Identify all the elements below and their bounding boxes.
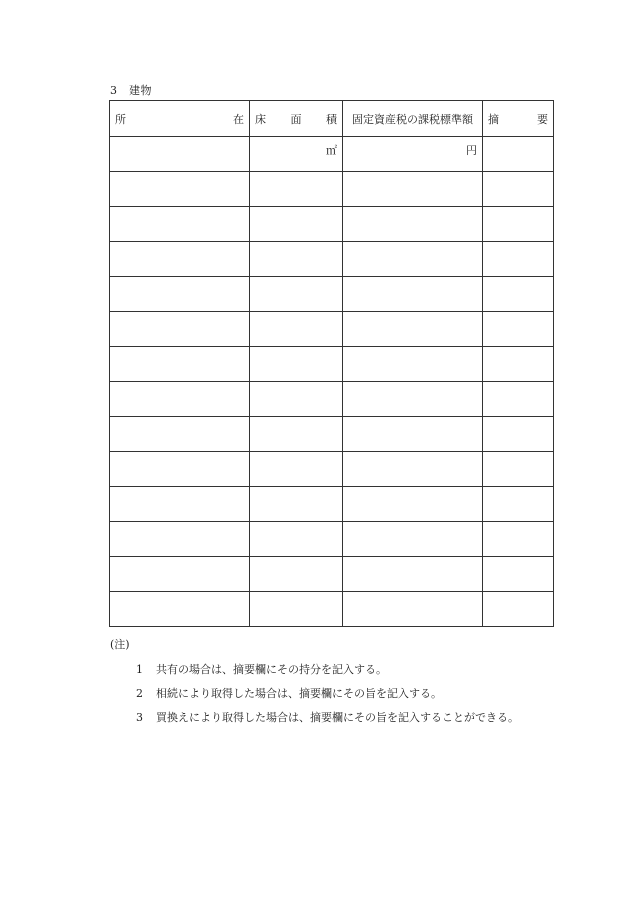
- cell-tax-value[interactable]: [343, 172, 483, 207]
- cell-location[interactable]: [110, 592, 250, 627]
- cell-floor-area[interactable]: [250, 417, 343, 452]
- table-row: [110, 137, 554, 172]
- table-row: [110, 277, 554, 312]
- cell-floor-area[interactable]: [250, 137, 343, 172]
- cell-location[interactable]: [110, 277, 250, 312]
- cell-floor-area[interactable]: [250, 277, 343, 312]
- table-row: [110, 312, 554, 347]
- table-row: [110, 487, 554, 522]
- cell-location[interactable]: [110, 242, 250, 277]
- table-row: [110, 452, 554, 487]
- table-row: [110, 382, 554, 417]
- table-row: [110, 207, 554, 242]
- cell-remarks[interactable]: [483, 207, 554, 242]
- table-row: [110, 592, 554, 627]
- cell-remarks[interactable]: [483, 522, 554, 557]
- cell-remarks[interactable]: [483, 347, 554, 382]
- header-location-char-2: 在: [233, 112, 244, 126]
- cell-remarks[interactable]: [483, 557, 554, 592]
- table-row: [110, 522, 554, 557]
- floor-area-unit: ㎡: [326, 144, 337, 157]
- cell-floor-area[interactable]: [250, 347, 343, 382]
- header-floor-area-char-1: 床: [255, 112, 266, 126]
- cell-floor-area[interactable]: [250, 242, 343, 277]
- cell-tax-value[interactable]: [343, 242, 483, 277]
- cell-tax-value[interactable]: [343, 557, 483, 592]
- header-tax-value: [343, 101, 483, 137]
- cell-floor-area[interactable]: [250, 452, 343, 487]
- tax-value-unit: 円: [466, 144, 477, 157]
- table-row: [110, 242, 554, 277]
- cell-location[interactable]: [110, 207, 250, 242]
- cell-tax-value[interactable]: [343, 487, 483, 522]
- cell-floor-area[interactable]: [250, 557, 343, 592]
- cell-location[interactable]: [110, 137, 250, 172]
- building-table: [109, 100, 554, 627]
- cell-location[interactable]: [110, 452, 250, 487]
- table-row: [110, 347, 554, 382]
- cell-location[interactable]: [110, 487, 250, 522]
- cell-tax-value[interactable]: [343, 592, 483, 627]
- cell-tax-value[interactable]: [343, 347, 483, 382]
- note-text: 相続により取得した場合は、摘要欄にその旨を記入する。: [156, 687, 442, 700]
- cell-location[interactable]: [110, 417, 250, 452]
- table-body: [110, 137, 554, 627]
- cell-floor-area[interactable]: [250, 207, 343, 242]
- cell-remarks[interactable]: [483, 417, 554, 452]
- cell-location[interactable]: [110, 382, 250, 417]
- cell-remarks[interactable]: [483, 452, 554, 487]
- cell-tax-value[interactable]: [343, 522, 483, 557]
- cell-location[interactable]: [110, 347, 250, 382]
- cell-tax-value[interactable]: [343, 137, 483, 172]
- section-heading: 3 建物: [110, 84, 152, 97]
- cell-location[interactable]: [110, 557, 250, 592]
- note-item: [136, 711, 519, 725]
- note-text: 共有の場合は、摘要欄にその持分を記入する。: [156, 663, 387, 676]
- cell-remarks[interactable]: [483, 242, 554, 277]
- cell-tax-value[interactable]: [343, 312, 483, 347]
- cell-remarks[interactable]: [483, 487, 554, 522]
- note-number: 3: [136, 711, 143, 724]
- table-row: [110, 417, 554, 452]
- header-floor-area-char-2: 面: [290, 112, 302, 126]
- header-location: [110, 101, 250, 137]
- table-row: [110, 557, 554, 592]
- cell-remarks[interactable]: [483, 137, 554, 172]
- note-number: 1: [136, 663, 143, 676]
- cell-floor-area[interactable]: [250, 312, 343, 347]
- cell-remarks[interactable]: [483, 172, 554, 207]
- table-row: [110, 172, 554, 207]
- header-location-char-1: 所: [115, 112, 126, 126]
- cell-floor-area[interactable]: [250, 592, 343, 627]
- cell-remarks[interactable]: [483, 382, 554, 417]
- header-tax-value-label: 固定資産税の課税標準額: [352, 112, 473, 126]
- cell-tax-value[interactable]: [343, 452, 483, 487]
- note-item: [136, 663, 387, 677]
- cell-tax-value[interactable]: [343, 417, 483, 452]
- cell-tax-value[interactable]: [343, 382, 483, 417]
- note-text: 買換えにより取得した場合は、摘要欄にその旨を記入することができる。: [156, 711, 519, 724]
- notes-label: (注): [110, 638, 130, 651]
- cell-location[interactable]: [110, 522, 250, 557]
- header-remarks: [483, 101, 554, 137]
- header-remarks-char-2: 要: [537, 112, 548, 126]
- cell-tax-value[interactable]: [343, 277, 483, 312]
- header-floor-area-char-3: 積: [326, 112, 337, 126]
- cell-floor-area[interactable]: [250, 382, 343, 417]
- cell-remarks[interactable]: [483, 592, 554, 627]
- cell-remarks[interactable]: [483, 277, 554, 312]
- cell-location[interactable]: [110, 172, 250, 207]
- note-item: [136, 687, 442, 701]
- cell-floor-area[interactable]: [250, 487, 343, 522]
- cell-floor-area[interactable]: [250, 172, 343, 207]
- cell-floor-area[interactable]: [250, 522, 343, 557]
- cell-tax-value[interactable]: [343, 207, 483, 242]
- cell-remarks[interactable]: [483, 312, 554, 347]
- note-number: 2: [136, 687, 143, 700]
- table-header-row: [110, 101, 554, 137]
- header-floor-area: [250, 101, 343, 137]
- header-remarks-char-1: 摘: [488, 112, 499, 126]
- cell-location[interactable]: [110, 312, 250, 347]
